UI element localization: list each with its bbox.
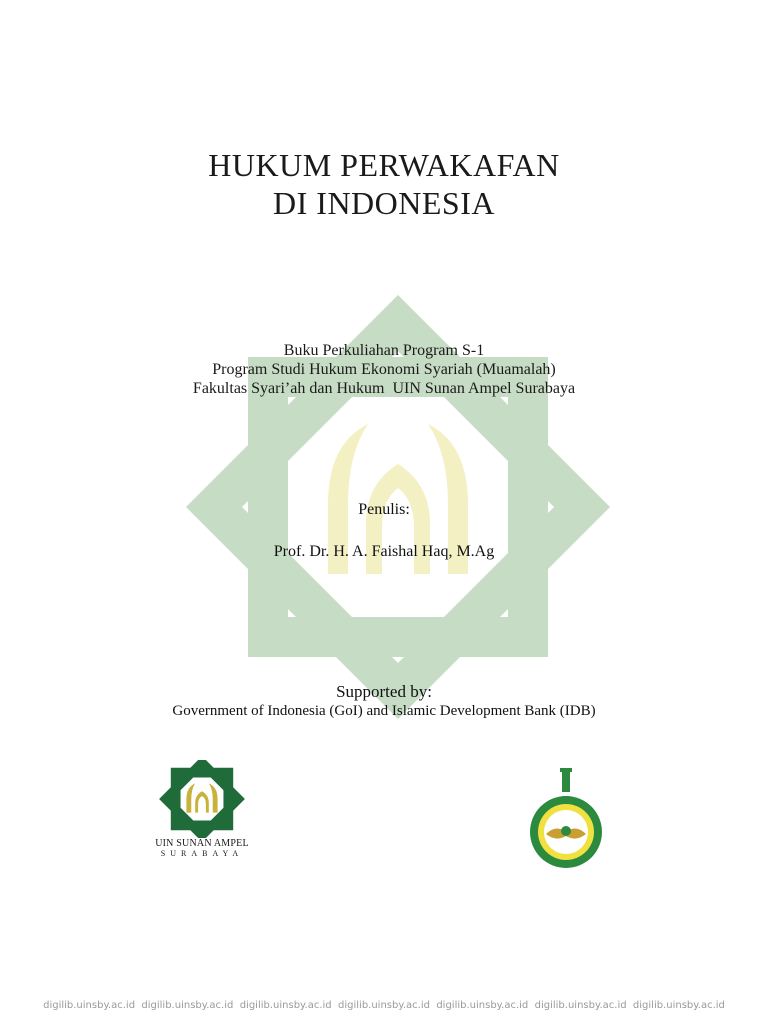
title-line-1: HUKUM PERWAKAFAN (208, 147, 560, 183)
author-label: Penulis: (358, 501, 410, 518)
page-title (0, 146, 768, 222)
uin-logo-city: SURABAYA (160, 849, 244, 858)
idb-emblem-icon (530, 768, 602, 868)
supported-by-text: Government of Indonesia (GoI) and Islamic Development Bank (IDB) (172, 703, 596, 719)
supported-by-label: Supported by: (336, 682, 432, 701)
course-info (0, 341, 768, 398)
course-line-3: Fakultas Syari’ah dan Hukum UIN Sunan Ampel Surabaya (192, 380, 576, 397)
idb-logo (528, 768, 604, 870)
course-line-2: Program Studi Hukum Ekonomi Syariah (Muamalah) (212, 361, 556, 378)
digilib-footer: digilib.uinsby.ac.id digilib.uinsby.ac.id digilib.uinsby.ac.id digilib.uinsby.ac.id digilib.uinsby.ac.id digilib.uinsby.ac.id digilib.uinsby.ac.id (43, 1000, 725, 1011)
author-name: Prof. Dr. H. A. Faishal Haq, M.Ag (273, 543, 495, 560)
course-line-1: Buku Perkuliahan Program S-1 (283, 342, 485, 359)
title-line-2: DI INDONESIA (273, 185, 495, 221)
uin-logo (146, 760, 258, 860)
uin-logo-name: UIN SUNAN AMPEL (155, 838, 249, 849)
uin-star-icon (152, 760, 252, 838)
